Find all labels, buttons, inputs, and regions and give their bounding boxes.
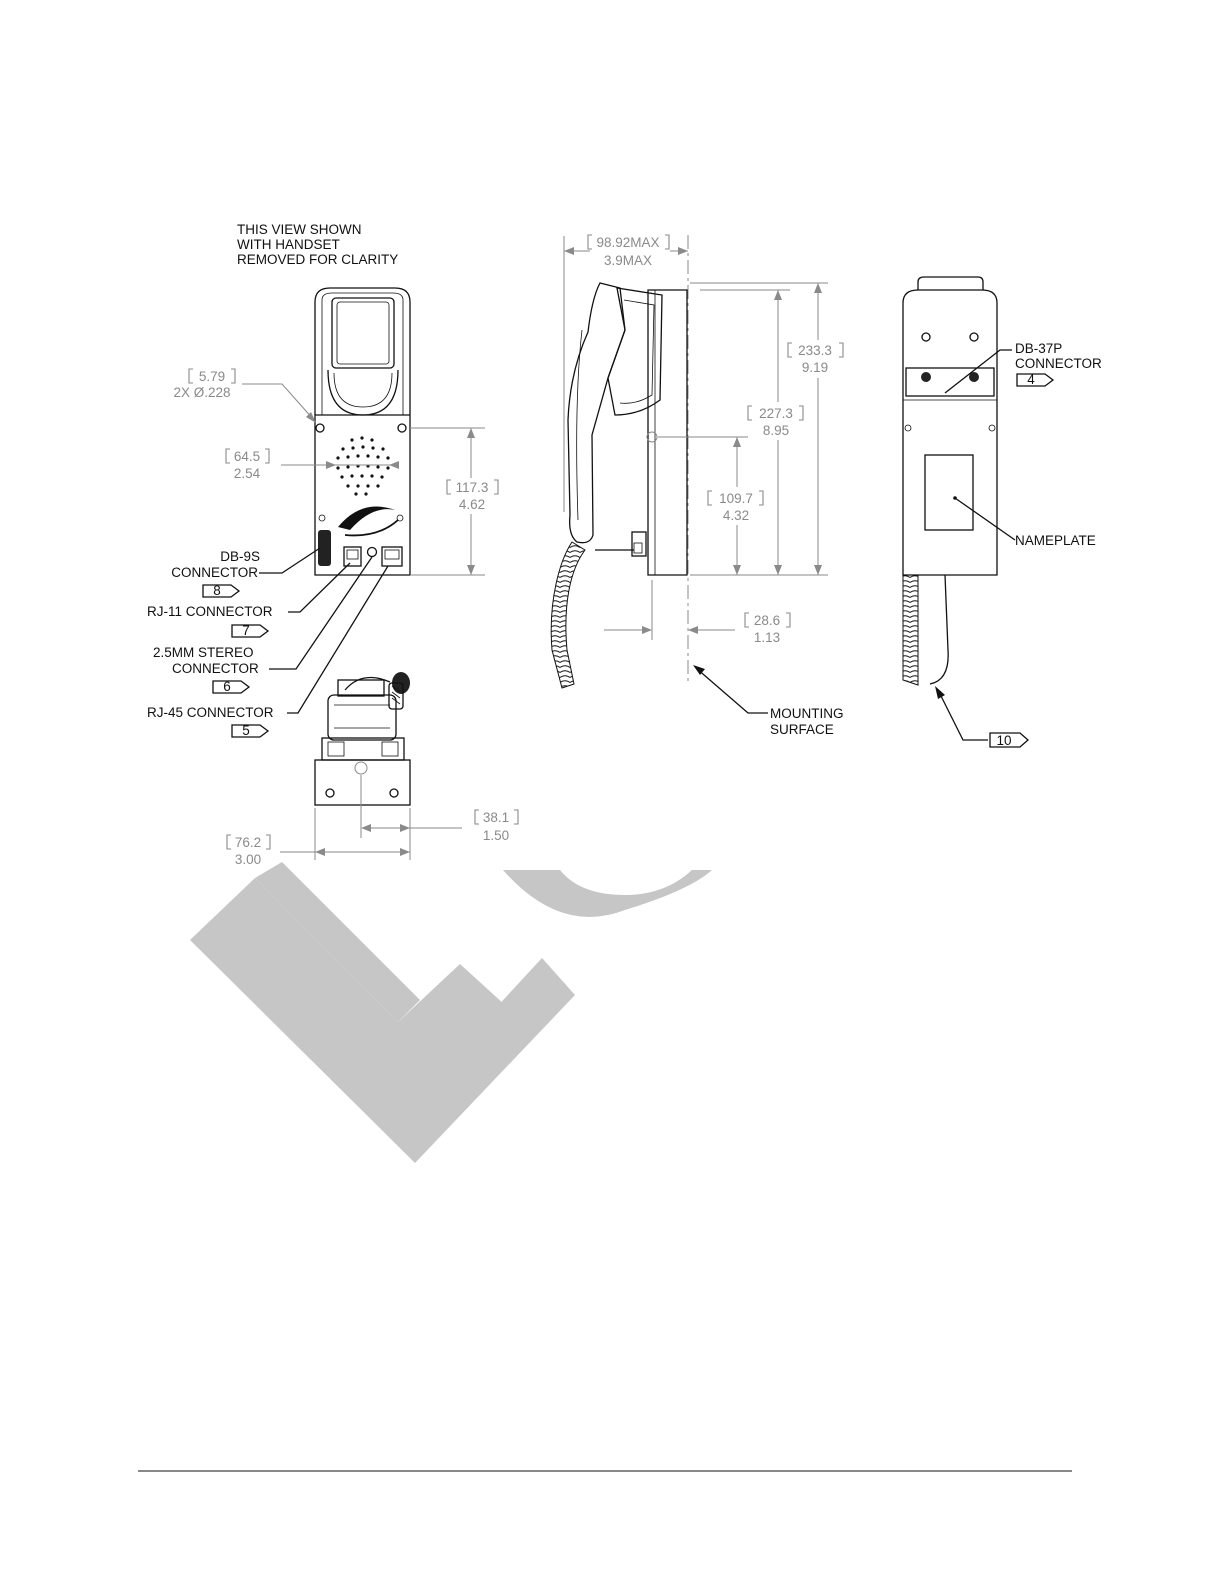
stereo-label: 2.5MM STEREO xyxy=(153,645,254,660)
watermark xyxy=(190,862,712,1163)
stereo-label-2: CONNECTOR xyxy=(172,661,259,676)
hook-height-mm: 109.7 xyxy=(719,491,753,506)
bottom-handset xyxy=(328,695,396,740)
rj45-label: RJ-45 CONNECTOR xyxy=(147,705,274,720)
depth-max-mm: 98.92MAX xyxy=(596,235,660,250)
tag-8-text: 8 xyxy=(213,583,221,598)
overall-height-mm: 233.3 xyxy=(798,343,832,358)
half-width-inch: 1.50 xyxy=(482,828,510,843)
half-width-mm: 38.1 xyxy=(482,810,510,825)
tag-5-icon xyxy=(232,725,268,737)
width-inch: 3.00 xyxy=(234,852,262,867)
handset-cradle xyxy=(332,298,394,368)
watermark-letter-e xyxy=(190,878,575,1163)
mount-height-inch: 8.95 xyxy=(762,423,790,438)
lower-height-mm: 117.3 xyxy=(455,480,489,495)
stereo-jack xyxy=(368,548,377,557)
dimension-standoff xyxy=(604,580,790,645)
hook-height-inch: 4.32 xyxy=(722,508,750,523)
speaker-grille xyxy=(336,436,389,495)
rj11-label: RJ-11 CONNECTOR xyxy=(147,604,273,619)
dimension-width xyxy=(227,808,410,867)
rear-view xyxy=(903,277,997,685)
tag-5-text: 5 xyxy=(242,723,250,738)
db9s-label-2: CONNECTOR xyxy=(171,565,258,580)
view-note-line-1: THIS VIEW SHOWN xyxy=(237,222,362,237)
tag-7-icon xyxy=(232,625,268,637)
mount-hole-left xyxy=(316,424,324,432)
overall-height-inch: 9.19 xyxy=(801,360,829,375)
callout-cord xyxy=(935,686,1028,748)
mounting-label: MOUNTING xyxy=(770,706,844,721)
rear-body xyxy=(903,290,997,575)
tag-10-text: 10 xyxy=(996,733,1012,748)
db37p-label: DB-37P xyxy=(1015,341,1063,356)
db37p-label-2: CONNECTOR xyxy=(1015,356,1102,371)
speaker-width-inch: 2.54 xyxy=(233,466,261,481)
tag-6-icon xyxy=(213,681,249,693)
logo-swoosh-icon xyxy=(338,506,395,530)
standoff-inch: 1.13 xyxy=(753,630,781,645)
side-handset xyxy=(568,283,625,543)
callout-nameplate xyxy=(955,498,1096,548)
dimension-depth-max xyxy=(564,232,688,512)
nameplate-label: NAMEPLATE xyxy=(1015,533,1096,548)
bottom-view xyxy=(315,672,410,805)
tag-8-icon xyxy=(203,585,239,597)
standoff-mm: 28.6 xyxy=(753,613,781,628)
callout-db9s xyxy=(171,548,320,598)
db9s-label: DB-9S xyxy=(220,549,260,564)
width-mm: 76.2 xyxy=(234,835,262,850)
dimension-lower-height xyxy=(410,428,502,575)
bottom-base xyxy=(315,760,410,805)
dimension-hole xyxy=(173,369,316,423)
hole-inch: 2X Ø.228 xyxy=(173,385,231,400)
nameplate-plate xyxy=(925,455,973,530)
tag-6-text: 6 xyxy=(223,679,231,694)
mounting-label-2: SURFACE xyxy=(770,722,834,737)
dimension-half-width xyxy=(361,775,518,843)
side-coiled-cord xyxy=(551,542,585,688)
rear-coiled-cord xyxy=(903,575,918,685)
dimension-hook-height xyxy=(658,437,768,575)
callout-mounting-surface xyxy=(693,665,844,737)
mount-hole-right xyxy=(398,424,406,432)
speaker-width-mm: 64.5 xyxy=(233,449,261,464)
tag-4-icon xyxy=(1017,374,1053,386)
tag-4-text: 4 xyxy=(1027,372,1035,387)
side-view xyxy=(551,235,688,688)
watermark-letter-c xyxy=(503,870,712,917)
callout-db37p xyxy=(945,341,1102,393)
mount-height-mm: 227.3 xyxy=(759,406,793,421)
view-note-line-3: REMOVED FOR CLARITY xyxy=(237,252,399,267)
dimension-mount-height xyxy=(700,290,807,575)
hole-mm: 5.79 xyxy=(198,369,226,384)
front-view xyxy=(315,288,410,575)
view-note-line-2: WITH HANDSET xyxy=(237,237,340,252)
tag-7-text: 7 xyxy=(242,623,250,638)
lower-height-inch: 4.62 xyxy=(458,497,486,512)
depth-max-inch: 3.9MAX xyxy=(603,253,653,268)
